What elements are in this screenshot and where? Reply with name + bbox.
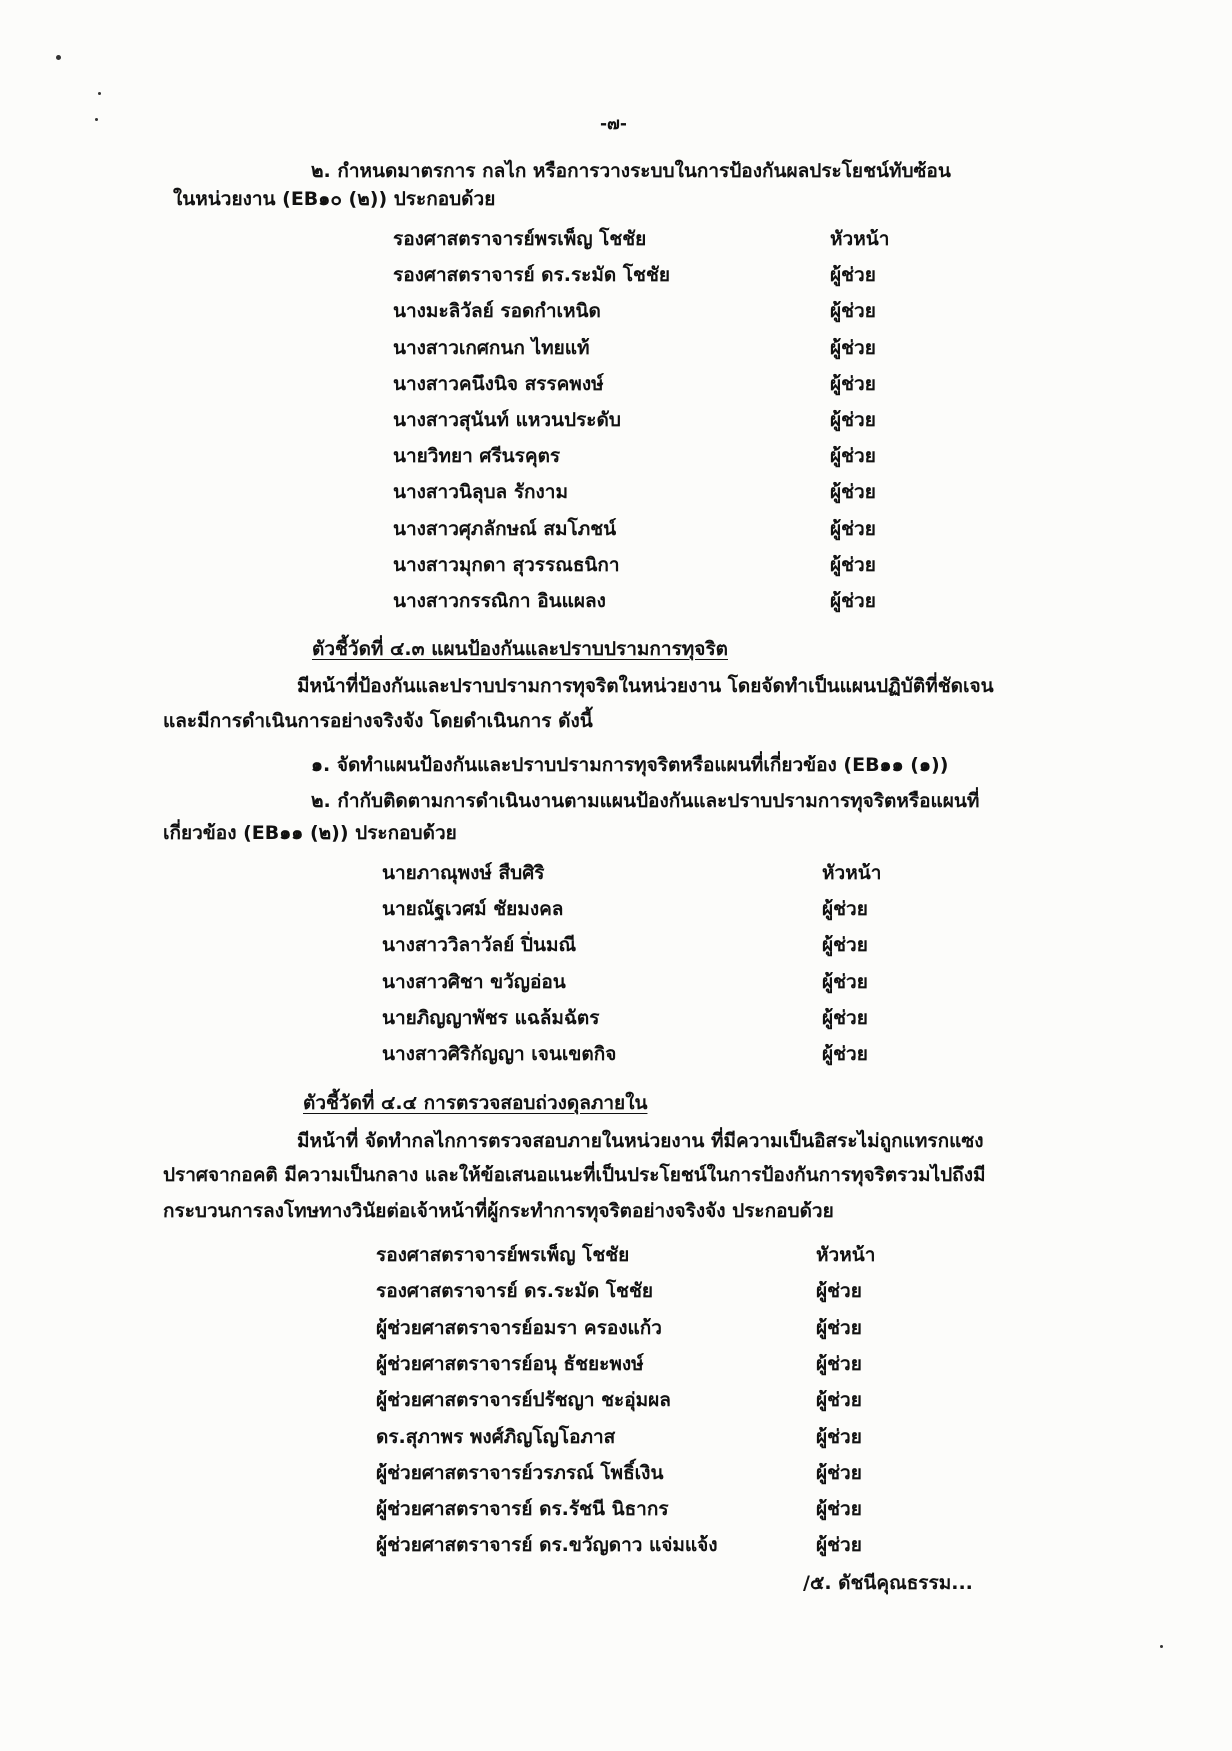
member-role: ผู้ช่วย	[830, 264, 876, 287]
member-name: นางสาวมุกดา สุวรรณธนิกา	[393, 553, 620, 576]
continuation-note: /๕. ดัชนีคุณธรรม...	[803, 1572, 973, 1594]
member-name: ผู้ช่วยศาสตราจารย์ ดร.ขวัญดาว แจ่มแจ้ง	[376, 1534, 718, 1557]
member-role: ผู้ช่วย	[830, 553, 876, 576]
scan-speck	[98, 92, 101, 95]
member-name: ผู้ช่วยศาสตราจารย์อมรา ครองแก้ว	[376, 1316, 662, 1339]
member-name: นางสาวคนึงนิจ สรรคพงษ์	[393, 372, 604, 395]
indicator43-duty-line1: มีหน้าที่ป้องกันและปราบปรามการทุจริตในหน่วยงาน โดยจัดทำเป็นแผนปฏิบัติที่ชัดเจน	[297, 675, 994, 697]
member-name: นายภาณุพงษ์ สืบศิริ	[382, 862, 545, 884]
section2-item-line1: ๒. กำหนดมาตรการ กลไก หรือการวางระบบในการป้องกันผลประโยชน์ทับซ้อน	[311, 160, 951, 182]
member-name: นางสาวเกศกนก ไทยแท้	[393, 336, 590, 359]
member-role: ผู้ช่วย	[822, 898, 868, 921]
member-role: ผู้ช่วย	[830, 300, 876, 323]
indicator43-duty-line2: และมีการดำเนินการอย่างจริงจัง โดยดำเนินการ ดังนี้	[163, 710, 593, 732]
indicator43-item2-line1: ๒. กำกับติดตามการดำเนินงานตามแผนป้องกันและปราบปรามการทุจริตหรือแผนที่	[311, 790, 980, 812]
member-role: ผู้ช่วย	[816, 1534, 862, 1557]
member-role: หัวหน้า	[830, 228, 890, 250]
indicator43-heading: ตัวชี้วัดที่ ๔.๓ แผนป้องกันและปราบปรามการทุจริต	[312, 638, 728, 660]
indicator44-heading: ตัวชี้วัดที่ ๔.๔ การตรวจสอบถ่วงดุลภายใน	[303, 1092, 648, 1114]
member-role: ผู้ช่วย	[816, 1352, 862, 1375]
member-role: ผู้ช่วย	[830, 409, 876, 431]
member-role: ผู้ช่วย	[816, 1389, 862, 1412]
member-role: ผู้ช่วย	[816, 1280, 862, 1303]
member-name: นายวิทยา ศรีนรคุตร	[393, 445, 561, 468]
member-role: ผู้ช่วย	[816, 1461, 862, 1484]
member-role: ผู้ช่วย	[816, 1425, 862, 1448]
member-name: รองศาสตราจารย์พรเพ็ญ โชชัย	[376, 1244, 630, 1266]
member-name: นางสาวศิชา ขวัญอ่อน	[382, 970, 566, 993]
member-name: รองศาสตราจารย์ ดร.ระมัด โชชัย	[393, 264, 670, 287]
member-name: ดร.สุภาพร พงศ์ภิญโญโอภาส	[376, 1425, 616, 1448]
indicator44-duty-line2: ปราศจากอคติ มีความเป็นกลาง และให้ข้อเสนอแนะที่เป็นประโยชน์ในการป้องกันการทุจริตรวมไปถึงมี	[163, 1164, 986, 1186]
member-name: นางสาวศุภลักษณ์ สมโภชน์	[393, 517, 617, 540]
member-name: นางสาววิลาวัลย์ ปิ่นมณี	[382, 934, 577, 957]
indicator44-duty-line1: มีหน้าที่ จัดทำกลไกการตรวจสอบภายในหน่วยงาน ที่มีความเป็นอิสระไม่ถูกแทรกแซง	[297, 1130, 984, 1152]
member-name: นายณัฐเวศม์ ชัยมงคล	[382, 898, 564, 921]
member-role: ผู้ช่วย	[822, 934, 868, 957]
member-role: หัวหน้า	[816, 1244, 876, 1266]
member-role: ผู้ช่วย	[822, 970, 868, 993]
member-role: ผู้ช่วย	[822, 1006, 868, 1029]
member-name: รองศาสตราจารย์พรเพ็ญ โชชัย	[393, 228, 647, 250]
page-number: -๗-	[600, 114, 627, 134]
member-name: ผู้ช่วยศาสตราจารย์ปรัชญา ชะอุ่มผล	[376, 1389, 671, 1412]
member-role: ผู้ช่วย	[822, 1043, 868, 1065]
scan-speck	[56, 55, 61, 60]
member-name: ผู้ช่วยศาสตราจารย์ ดร.รัชนี นิธากร	[376, 1498, 669, 1521]
indicator43-item1: ๑. จัดทำแผนป้องกันและปราบปรามการทุจริตหรือแผนที่เกี่ยวข้อง (EB๑๑ (๑))	[311, 754, 949, 776]
member-role: ผู้ช่วย	[816, 1316, 862, 1339]
member-role: หัวหน้า	[822, 862, 882, 884]
member-name: นางสาวศิริกัญญา เจนเขตกิจ	[382, 1043, 617, 1065]
member-role: ผู้ช่วย	[830, 517, 876, 540]
member-name: นางสาวสุนันท์ แหวนประดับ	[393, 409, 621, 431]
member-role: ผู้ช่วย	[830, 481, 876, 504]
member-name: ผู้ช่วยศาสตราจารย์อนุ ธัชยะพงษ์	[376, 1352, 644, 1375]
section2-item-line2: ในหน่วยงาน (EB๑๐ (๒)) ประกอบด้วย	[173, 188, 496, 210]
member-name: นางสาวกรรณิกา อินแผลง	[393, 590, 606, 612]
member-name: ผู้ช่วยศาสตราจารย์วรภรณ์ โพธิ์เงิน	[376, 1461, 664, 1484]
member-name: นางสาวนิลุบล รักงาม	[393, 481, 568, 504]
member-role: ผู้ช่วย	[816, 1498, 862, 1521]
scan-speck	[95, 118, 98, 121]
member-name: นางมะลิวัลย์ รอดกำเหนิด	[393, 300, 601, 323]
member-role: ผู้ช่วย	[830, 445, 876, 468]
member-name: นายภิญญาพัชร แฉล้มฉัตร	[382, 1006, 600, 1029]
member-role: ผู้ช่วย	[830, 372, 876, 395]
member-role: ผู้ช่วย	[830, 590, 876, 612]
member-name: รองศาสตราจารย์ ดร.ระมัด โชชัย	[376, 1280, 653, 1303]
indicator43-item2-line2: เกี่ยวข้อง (EB๑๑ (๒)) ประกอบด้วย	[163, 822, 457, 844]
scan-speck	[1160, 1645, 1163, 1648]
indicator44-duty-line3: กระบวนการลงโทษทางวินัยต่อเจ้าหน้าที่ผู้กระทำการทุจริตอย่างจริงจัง ประกอบด้วย	[163, 1200, 834, 1222]
member-role: ผู้ช่วย	[830, 336, 876, 359]
